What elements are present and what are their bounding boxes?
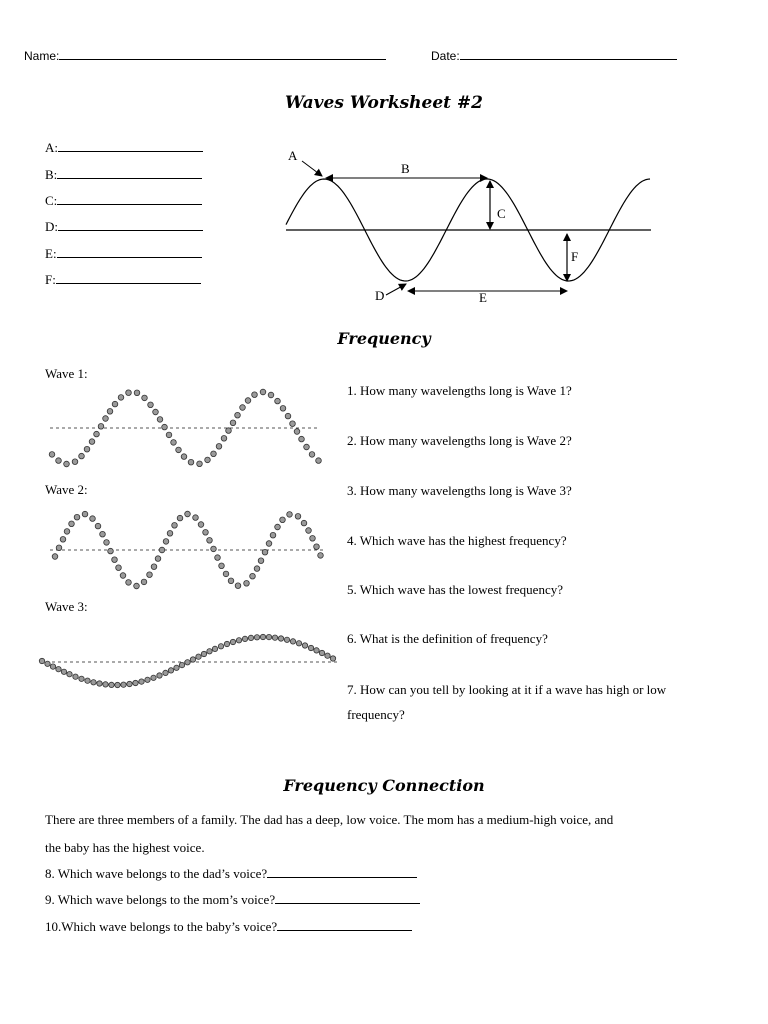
wave-bead — [97, 681, 102, 686]
wave-bead — [91, 680, 96, 685]
wave-bead — [127, 681, 132, 686]
question-7-line-2: frequency? — [347, 707, 405, 722]
wave-bead — [258, 558, 264, 564]
wave-bead — [126, 580, 132, 586]
wave-bead — [163, 670, 168, 675]
wave-bead — [314, 648, 319, 653]
date-label: Date: — [431, 49, 460, 63]
wave-bead — [145, 677, 150, 682]
frequency-connection-heading: Frequency Connection — [283, 776, 485, 795]
wave-bead — [56, 545, 62, 551]
wave-bead — [82, 511, 88, 517]
wave-bead — [61, 669, 66, 674]
wave-bead — [302, 643, 307, 648]
wave-bead — [314, 544, 320, 550]
wave-bead — [185, 511, 191, 517]
wave-bead — [107, 409, 113, 415]
wave-2-label: Wave 2: — [45, 482, 88, 497]
diagram-label-f: F — [571, 249, 579, 264]
wave-bead — [308, 645, 313, 650]
wave-bead — [325, 653, 330, 658]
question-10[interactable] — [45, 918, 412, 935]
wave-bead — [85, 678, 90, 683]
wave-bead — [179, 662, 184, 667]
wave-bead — [280, 406, 286, 412]
wave-bead — [50, 664, 55, 669]
wave-bead — [115, 682, 120, 687]
connection-paragraph-line-2: the baby has the highest voice. — [45, 840, 205, 855]
wave-bead — [316, 458, 322, 464]
wave-bead — [157, 673, 162, 678]
wave-bead — [211, 451, 217, 457]
wave-bead — [221, 436, 227, 442]
diagram-label-e: E — [479, 290, 487, 305]
wave-bead — [98, 424, 104, 430]
wave-bead — [240, 405, 246, 411]
wave-bead — [64, 461, 70, 467]
wave-bead — [163, 539, 169, 545]
wave-bead — [177, 515, 183, 521]
wave-bead — [89, 439, 95, 445]
wave-bead — [248, 635, 253, 640]
wave-bead — [134, 583, 140, 589]
wave-bead — [252, 392, 258, 398]
wave-bead — [216, 444, 222, 450]
wave-bead — [224, 641, 229, 646]
wave-bead — [218, 644, 223, 649]
wave-bead — [52, 554, 58, 560]
wave-bead — [56, 458, 62, 464]
wave-bead — [275, 398, 281, 404]
wave-bead — [176, 447, 182, 453]
wave-bead — [205, 457, 211, 463]
wave-bead — [197, 461, 203, 467]
wave-bead — [72, 459, 78, 465]
connection-paragraph-line-1: There are three members of a family. The dad has a deep, low voice. The mom has a medium-high voice, and — [45, 812, 614, 827]
wave-bead — [242, 636, 247, 641]
frequency-heading: Frequency — [337, 329, 431, 348]
question-9-text: 9. Which wave belongs to the mom’s voice? — [45, 892, 276, 907]
question-1: 1. How many wavelengths long is Wave 1? — [347, 383, 572, 398]
diagram-label-c: C — [497, 206, 506, 221]
wave-bead — [230, 639, 235, 644]
wave-bead — [207, 538, 213, 544]
wave-bead — [266, 541, 272, 547]
wave-bead — [193, 515, 199, 521]
wave-bead — [260, 634, 265, 639]
wave-bead — [285, 413, 291, 419]
wave-bead — [74, 514, 80, 520]
wave-bead — [103, 416, 109, 422]
wave-bead — [203, 530, 209, 536]
question-4: 4. Which wave has the highest frequency? — [347, 533, 567, 548]
wave-bead — [245, 398, 251, 404]
wave-bead — [301, 520, 307, 526]
wave-bead — [141, 579, 147, 585]
wave-bead — [134, 390, 140, 396]
wave-bead — [318, 553, 324, 559]
wave-bead — [103, 682, 108, 687]
wave-bead — [295, 514, 301, 520]
wave-bead — [235, 412, 241, 418]
wave-bead — [270, 532, 276, 538]
wave-bead — [236, 638, 241, 643]
wave-bead — [280, 517, 286, 523]
wave-bead — [69, 521, 75, 527]
wave-bead — [330, 656, 335, 661]
wave-bead — [188, 459, 194, 465]
wave-bead — [294, 429, 300, 435]
wave-bead — [198, 522, 204, 528]
wave-bead — [147, 572, 153, 578]
wave-bead — [290, 421, 296, 427]
wave-bead — [60, 537, 66, 543]
wave-bead — [211, 546, 217, 552]
wave-bead — [174, 665, 179, 670]
wave-bead — [215, 555, 221, 561]
name-label: Name: — [24, 49, 60, 63]
wave-bead — [223, 571, 229, 577]
wave-bead — [121, 682, 126, 687]
wave-bead — [260, 389, 266, 395]
question-2: 2. How many wavelengths long is Wave 2? — [347, 433, 572, 448]
wave-bead — [84, 446, 90, 452]
wave-bead — [73, 674, 78, 679]
wave-bead — [304, 444, 310, 450]
wave-3-label: Wave 3: — [45, 599, 88, 614]
question-6: 6. What is the definition of frequency? — [347, 631, 548, 646]
wave-bead — [299, 436, 305, 442]
answer-label: B: — [45, 167, 58, 182]
wave-bead — [155, 556, 161, 562]
wave-bead — [151, 675, 156, 680]
page-title: Waves Worksheet #2 — [285, 93, 483, 113]
wave-bead — [64, 529, 70, 535]
wave-3-beads — [39, 634, 335, 687]
wave-bead — [39, 658, 44, 663]
wave-bead — [100, 531, 106, 537]
wave-bead — [275, 524, 281, 530]
wave-bead — [153, 409, 159, 415]
wave-bead — [306, 528, 312, 534]
wave-bead — [287, 512, 293, 518]
question-3: 3. How many wavelengths long is Wave 3? — [347, 483, 572, 498]
wave-bead — [201, 651, 206, 656]
wave-bead — [284, 637, 289, 642]
wave-bead — [254, 566, 260, 572]
wave-bead — [228, 578, 234, 584]
wave-bead — [118, 395, 124, 401]
wave-bead — [120, 573, 126, 579]
wave-bead — [67, 672, 72, 677]
wave-bead — [278, 636, 283, 641]
wave-bead — [90, 516, 96, 522]
wave-bead — [148, 402, 154, 408]
question-8-text: 8. Which wave belongs to the dad’s voice? — [45, 866, 268, 881]
wave-bead — [219, 563, 225, 569]
question-9-blank[interactable] — [275, 891, 420, 904]
wave-bead — [171, 440, 177, 446]
wave-bead — [162, 424, 168, 430]
wave-bead — [290, 639, 295, 644]
wave-bead — [49, 452, 55, 458]
answer-label: C: — [45, 193, 58, 208]
wave-bead — [244, 581, 250, 587]
wave-bead — [167, 531, 173, 537]
wave-bead — [116, 565, 122, 571]
answer-label: A: — [45, 140, 58, 155]
wave-bead — [207, 649, 212, 654]
wave-bead — [268, 392, 274, 398]
wave-bead — [112, 557, 118, 563]
wave-bead — [168, 668, 173, 673]
answer-label: F: — [45, 272, 56, 287]
wave-bead — [126, 390, 132, 396]
question-9[interactable] — [45, 891, 420, 908]
wave-bead — [159, 547, 165, 553]
wave-1-label: Wave 1: — [45, 366, 88, 381]
wave-bead — [45, 661, 50, 666]
wave-bead — [139, 679, 144, 684]
question-8[interactable] — [45, 865, 417, 882]
wave-bead — [172, 523, 178, 529]
wave-bead — [212, 646, 217, 651]
wave-bead — [319, 650, 324, 655]
question-5: 5. Which wave has the lowest frequency? — [347, 582, 563, 597]
wave-bead — [142, 395, 148, 401]
wave-bead — [230, 420, 236, 426]
wave-bead — [250, 573, 256, 579]
wave-bead — [272, 635, 277, 640]
question-8-blank[interactable] — [267, 865, 417, 878]
wave-bead — [309, 452, 315, 458]
wave-bead — [133, 680, 138, 685]
wave-bead — [196, 654, 201, 659]
wave-bead — [254, 635, 259, 640]
wave-bead — [181, 454, 187, 460]
wave-bead — [266, 634, 271, 639]
wave-bead — [104, 540, 110, 546]
wave-bead — [310, 536, 316, 542]
wave-bead — [79, 676, 84, 681]
wave-bead — [190, 657, 195, 662]
wave-bead — [151, 564, 157, 570]
answer-label: D: — [45, 219, 58, 234]
wave-bead — [157, 417, 163, 423]
wave-bead — [262, 549, 268, 555]
wave-bead — [56, 667, 61, 672]
question-10-text: 10.Which wave belongs to the baby’s voice? — [45, 919, 278, 934]
wave-bead — [166, 432, 172, 438]
diagram-label-b: B — [401, 161, 410, 176]
wave-bead — [112, 401, 118, 407]
wave-bead — [95, 523, 101, 529]
diagram-label-a: A — [288, 148, 298, 163]
question-7-line-1: 7. How can you tell by looking at it if a wave has high or low — [347, 682, 667, 697]
answer-label: E: — [45, 246, 57, 261]
wave-bead — [185, 660, 190, 665]
wave-bead — [94, 431, 100, 437]
wave-bead — [235, 583, 241, 589]
wave-bead — [109, 682, 114, 687]
wave-bead — [79, 453, 85, 459]
diagram-label-d: D — [375, 288, 385, 303]
wave-bead — [296, 641, 301, 646]
question-10-blank[interactable] — [277, 918, 412, 931]
wave-bead — [226, 428, 232, 434]
wave-bead — [108, 548, 114, 554]
